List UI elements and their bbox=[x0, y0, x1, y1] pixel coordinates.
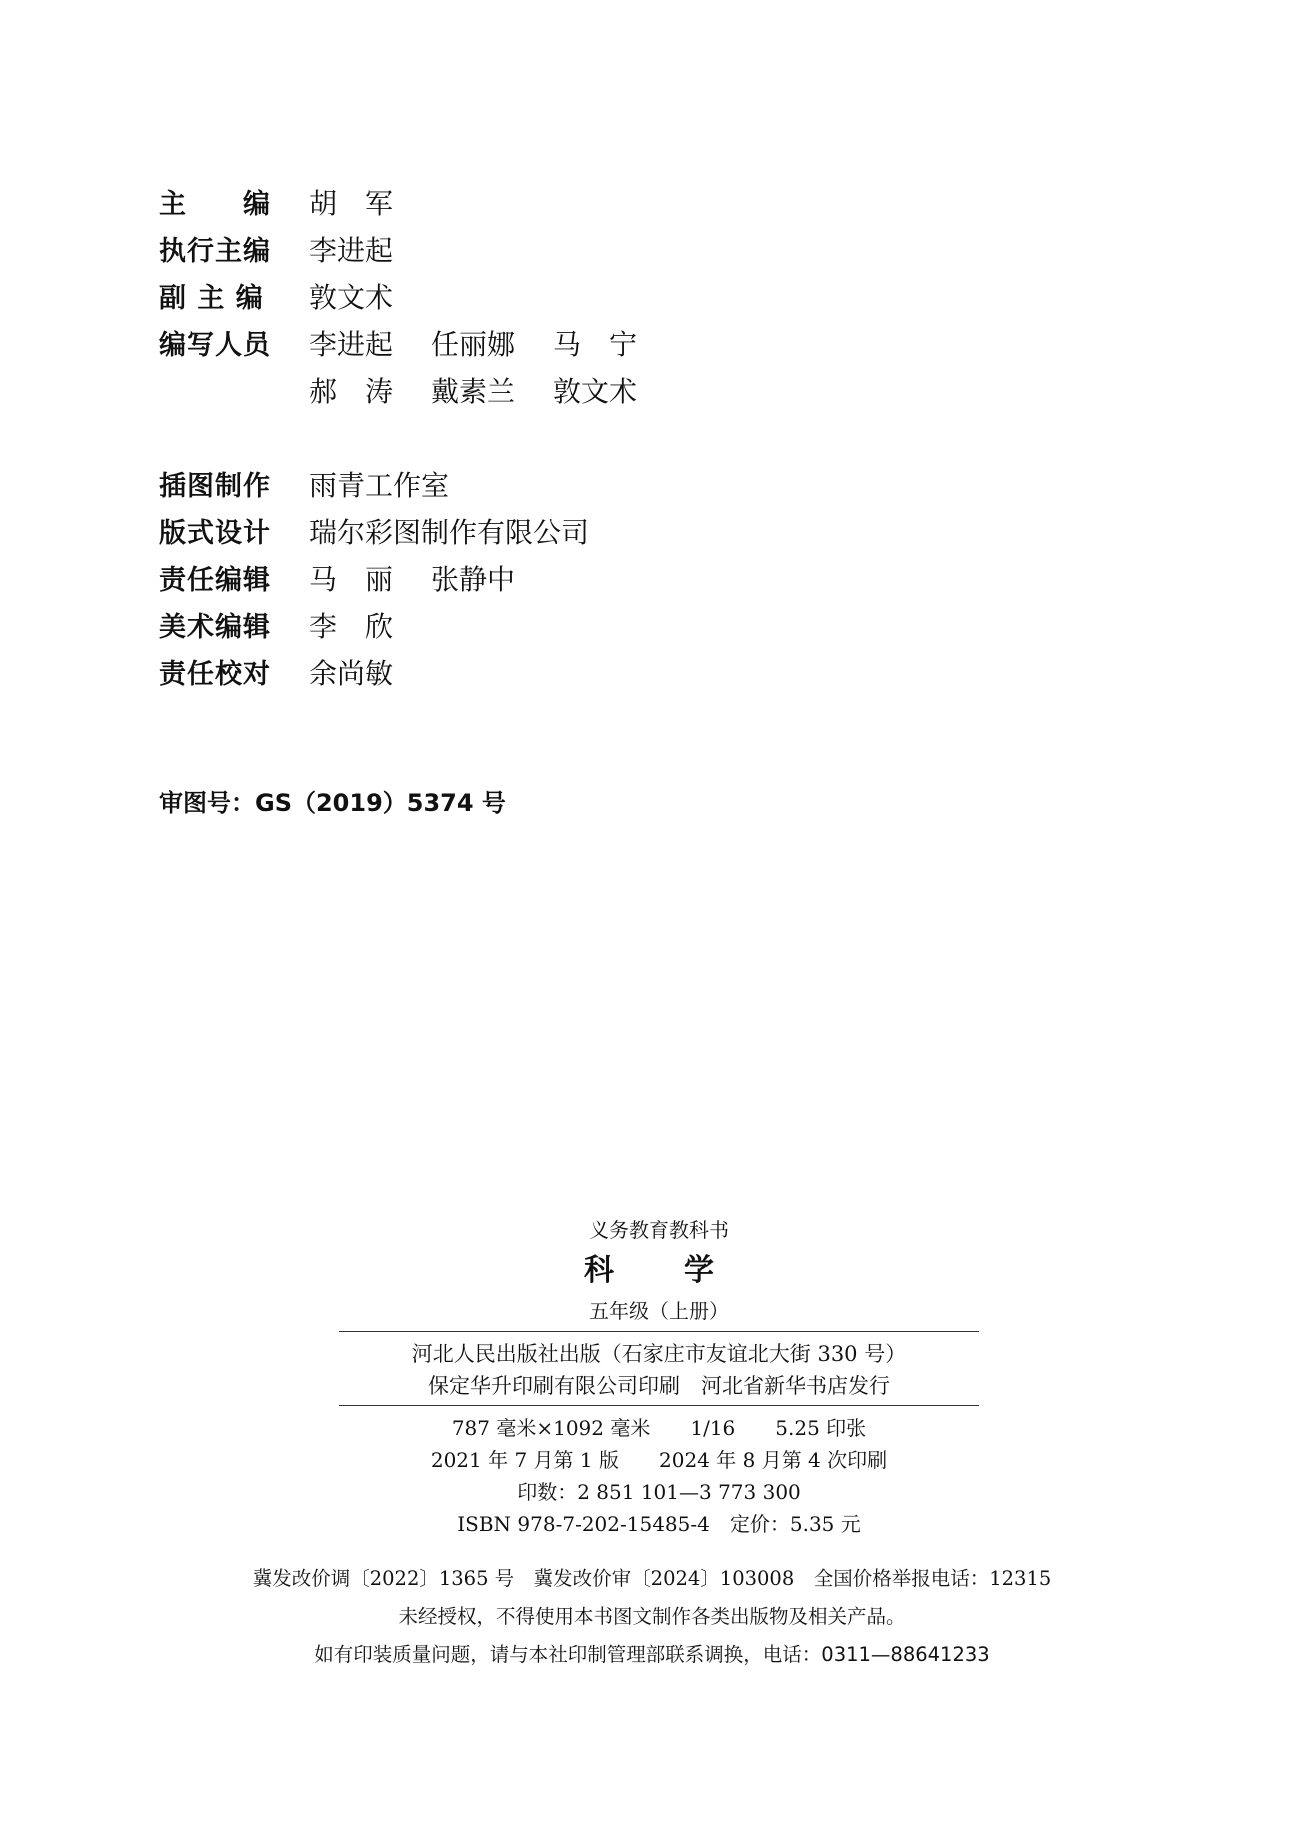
credit-name: 李进起 bbox=[309, 327, 394, 361]
credit-row bbox=[159, 319, 675, 366]
credit-label: 责任编辑 bbox=[159, 565, 271, 596]
rights-notice: 未经授权，不得使用本书图文制作各类出版物及相关产品。 bbox=[398, 1605, 906, 1628]
credit-name: 马 丽 bbox=[309, 562, 394, 596]
credit-label: 编写人员 bbox=[159, 330, 271, 361]
isbn-price-line: ISBN 978-7-202-15485-4 定价：5.35 元 bbox=[457, 1512, 861, 1536]
credit-row bbox=[159, 554, 675, 601]
credit-label: 副 主 编 bbox=[159, 283, 264, 314]
series-name: 义务教育教科书 bbox=[589, 1218, 729, 1242]
credit-names bbox=[309, 605, 425, 645]
credit-row bbox=[159, 178, 675, 225]
credit-name: 任丽娜 bbox=[431, 327, 516, 361]
colophon bbox=[339, 1212, 979, 1540]
edition-line: 2021 年 7 月第 1 版 2024 年 8 月第 4 次印刷 bbox=[430, 1448, 888, 1472]
credit-names bbox=[309, 511, 621, 551]
credit-label: 美术编辑 bbox=[159, 612, 271, 643]
credit-name: 雨青工作室 bbox=[309, 468, 450, 502]
divider bbox=[339, 1331, 979, 1332]
pricing-approval-line: 冀发改价调〔2022〕1365 号 冀发改价审〔2024〕103008 全国价格举报电话：12315 bbox=[252, 1567, 1052, 1590]
format-line: 787 毫米×1092 毫米 1/16 5.25 印张 bbox=[451, 1416, 867, 1440]
credit-name: 郝 涛 bbox=[309, 374, 394, 408]
credit-name: 敦文术 bbox=[309, 280, 394, 314]
map-approval-number: 审图号：GS（2019）5374 号 bbox=[159, 789, 506, 817]
quality-contact-line: 如有印装质量问题，请与本社印制管理部联系调换，电话：0311—88641233 bbox=[314, 1643, 990, 1666]
credit-name: 余尚敏 bbox=[309, 656, 394, 690]
grade-volume: 五年级（上册） bbox=[589, 1299, 729, 1323]
credit-name: 张静中 bbox=[431, 562, 516, 596]
print-run-line: 印数：2 851 101—3 773 300 bbox=[517, 1480, 801, 1504]
credit-label: 主 编 bbox=[159, 189, 271, 220]
credit-names bbox=[309, 323, 675, 363]
credit-name: 胡 军 bbox=[309, 186, 394, 220]
credit-row bbox=[159, 366, 675, 413]
credit-row bbox=[159, 460, 675, 507]
credit-label: 责任校对 bbox=[159, 659, 271, 690]
credit-label: 执行主编 bbox=[159, 236, 271, 267]
printer-line: 保定华升印刷有限公司印刷 河北省新华书店发行 bbox=[428, 1374, 890, 1398]
credit-row bbox=[159, 601, 675, 648]
credit-row bbox=[159, 272, 675, 319]
credit-names bbox=[309, 464, 481, 504]
credit-name: 敦文术 bbox=[553, 374, 638, 408]
credit-name: 瑞尔彩图制作有限公司 bbox=[309, 515, 590, 549]
divider bbox=[339, 1405, 979, 1406]
credit-name: 戴素兰 bbox=[431, 374, 516, 408]
credits-list bbox=[159, 178, 675, 695]
footer-notes bbox=[150, 1560, 1154, 1674]
credit-names bbox=[309, 229, 425, 269]
credit-name: 李 欣 bbox=[309, 609, 394, 643]
publisher-line: 河北人民出版社出版（石家庄市友谊北大街 330 号） bbox=[411, 1342, 907, 1366]
credit-name: 李进起 bbox=[309, 233, 394, 267]
specs-block bbox=[339, 1412, 979, 1540]
credit-label: 插图制作 bbox=[159, 471, 271, 502]
credit-row bbox=[159, 225, 675, 272]
credit-names bbox=[309, 370, 675, 410]
credit-row bbox=[159, 507, 675, 554]
book-title: 科 学 bbox=[584, 1253, 734, 1288]
credit-names bbox=[309, 276, 425, 316]
credit-names bbox=[309, 558, 547, 598]
credit-row bbox=[159, 648, 675, 695]
credit-name: 马 宁 bbox=[553, 327, 638, 361]
credit-label: 版式设计 bbox=[159, 518, 271, 549]
credit-names bbox=[309, 182, 425, 222]
credit-names bbox=[309, 652, 425, 692]
